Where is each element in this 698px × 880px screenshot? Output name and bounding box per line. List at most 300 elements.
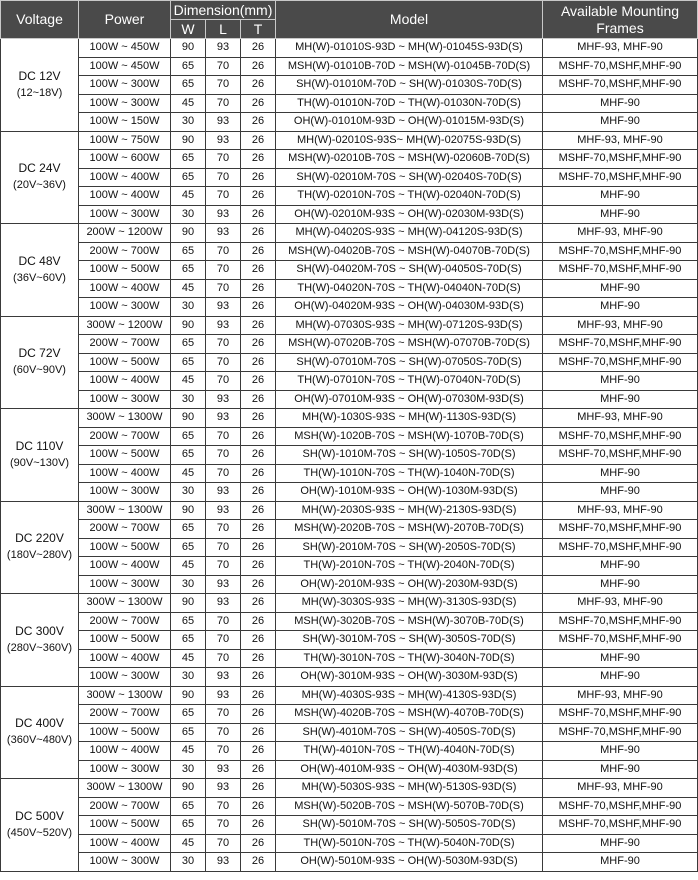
length-cell: 70 (206, 557, 241, 576)
width-cell: 65 (171, 723, 206, 742)
table-row (1, 224, 698, 243)
model-cell: MSH(W)-1020B-70S ~ MSH(W)-1070B-70D(S) (276, 427, 543, 446)
width-cell: 45 (171, 834, 206, 853)
length-cell: 70 (206, 427, 241, 446)
frames-cell: MHF-90 (543, 649, 698, 668)
frames-cell: MSHF-70,MSHF,MHF-90 (543, 168, 698, 187)
thickness-cell: 26 (241, 760, 276, 779)
table-row (1, 631, 698, 650)
power-cell: 100W ~ 300W (79, 94, 171, 113)
power-cell: 300W ~ 1300W (79, 501, 171, 520)
power-cell: 100W ~ 400W (79, 834, 171, 853)
power-cell: 100W ~ 500W (79, 446, 171, 465)
frames-cell: MHF-93, MHF-90 (543, 39, 698, 58)
table-row (1, 668, 698, 687)
length-cell: 93 (206, 131, 241, 150)
thickness-cell: 26 (241, 816, 276, 835)
thickness-cell: 26 (241, 242, 276, 261)
voltage-range: (36V~60V) (13, 271, 66, 284)
length-cell: 93 (206, 575, 241, 594)
width-cell: 65 (171, 150, 206, 169)
frames-cell: MSHF-70,MSHF,MHF-90 (543, 520, 698, 539)
length-cell: 93 (206, 224, 241, 243)
model-cell: SH(W)-02010M-70S ~ SH(W)-02040S-70D(S) (276, 168, 543, 187)
table-row (1, 483, 698, 502)
frames-cell: MHF-93, MHF-90 (543, 131, 698, 150)
table-row (1, 168, 698, 187)
table-row (1, 612, 698, 631)
length-cell: 70 (206, 242, 241, 261)
thickness-cell: 26 (241, 834, 276, 853)
power-cell: 100W ~ 500W (79, 538, 171, 557)
power-cell: 300W ~ 1200W (79, 316, 171, 335)
thickness-cell: 26 (241, 797, 276, 816)
table-row (1, 39, 698, 58)
frames-cell: MHF-93, MHF-90 (543, 686, 698, 705)
table-row (1, 853, 698, 872)
frames-cell: MSHF-70,MSHF,MHF-90 (543, 538, 698, 557)
length-cell: 93 (206, 483, 241, 502)
length-cell: 93 (206, 501, 241, 520)
thickness-cell: 26 (241, 390, 276, 409)
width-cell: 65 (171, 446, 206, 465)
model-cell: TH(W)-04020N-70S ~ TH(W)-04040N-70D(S) (276, 279, 543, 298)
power-cell: 100W ~ 300W (79, 390, 171, 409)
table-row (1, 816, 698, 835)
power-cell: 100W ~ 150W (79, 113, 171, 132)
thickness-cell: 26 (241, 779, 276, 798)
thickness-cell: 26 (241, 594, 276, 613)
frames-cell: MHF-90 (543, 298, 698, 317)
width-cell: 65 (171, 538, 206, 557)
model-cell: TH(W)-5010N-70S ~ TH(W)-5040N-70D(S) (276, 834, 543, 853)
length-cell: 93 (206, 390, 241, 409)
voltage-label: DC 48V (18, 253, 61, 268)
thickness-cell: 26 (241, 409, 276, 428)
table-row (1, 427, 698, 446)
voltage-label: DC 24V (18, 161, 61, 176)
model-cell: OH(W)-04020M-93S ~ OH(W)-04030M-93D(S) (276, 298, 543, 317)
length-cell: 70 (206, 353, 241, 372)
width-cell: 90 (171, 409, 206, 428)
frames-cell: MSHF-70,MSHF,MHF-90 (543, 261, 698, 280)
width-cell: 45 (171, 372, 206, 391)
length-cell: 93 (206, 686, 241, 705)
table-row (1, 187, 698, 206)
length-cell: 70 (206, 742, 241, 761)
power-cell: 100W ~ 300W (79, 298, 171, 317)
length-cell: 70 (206, 834, 241, 853)
frames-cell: MSHF-70,MSHF,MHF-90 (543, 705, 698, 724)
frames-cell: MHF-90 (543, 390, 698, 409)
power-cell: 100W ~ 400W (79, 279, 171, 298)
table-row (1, 594, 698, 613)
model-cell: OH(W)-2010M-93S ~ OH(W)-2030M-93D(S) (276, 575, 543, 594)
table-row (1, 723, 698, 742)
model-cell: TH(W)-02010N-70S ~ TH(W)-02040N-70D(S) (276, 187, 543, 206)
power-cell: 200W ~ 700W (79, 427, 171, 446)
thickness-cell: 26 (241, 649, 276, 668)
power-cell: 200W ~ 700W (79, 705, 171, 724)
header-power: Power (79, 1, 171, 39)
length-cell: 93 (206, 205, 241, 224)
frames-cell: MHF-93, MHF-90 (543, 316, 698, 335)
length-cell: 93 (206, 594, 241, 613)
width-cell: 65 (171, 335, 206, 354)
frames-cell: MHF-90 (543, 187, 698, 206)
frames-cell: MSHF-70,MSHF,MHF-90 (543, 816, 698, 835)
model-cell: SH(W)-04020M-70S ~ SH(W)-04050S-70D(S) (276, 261, 543, 280)
model-cell: TH(W)-01010N-70D ~ TH(W)-01030N-70D(S) (276, 94, 543, 113)
voltage-label: DC 400V (15, 716, 64, 731)
frames-cell: MSHF-70,MSHF,MHF-90 (543, 427, 698, 446)
model-cell: SH(W)-1010M-70S ~ SH(W)-1050S-70D(S) (276, 446, 543, 465)
table-row (1, 131, 698, 150)
frames-cell: MSHF-70,MSHF,MHF-90 (543, 242, 698, 261)
thickness-cell: 26 (241, 686, 276, 705)
frames-cell: MHF-90 (543, 279, 698, 298)
power-cell: 300W ~ 1300W (79, 779, 171, 798)
table-row (1, 538, 698, 557)
model-cell: TH(W)-1010N-70S ~ TH(W)-1040N-70D(S) (276, 464, 543, 483)
thickness-cell: 26 (241, 501, 276, 520)
width-cell: 65 (171, 427, 206, 446)
table-row (1, 760, 698, 779)
width-cell: 45 (171, 187, 206, 206)
length-cell: 70 (206, 520, 241, 539)
frames-cell: MHF-90 (543, 94, 698, 113)
thickness-cell: 26 (241, 538, 276, 557)
thickness-cell: 26 (241, 298, 276, 317)
frames-cell: MHF-93, MHF-90 (543, 224, 698, 243)
table-row (1, 353, 698, 372)
frames-cell: MHF-90 (543, 205, 698, 224)
table-row (1, 520, 698, 539)
frames-cell: MSHF-70,MSHF,MHF-90 (543, 76, 698, 95)
table-row (1, 779, 698, 798)
power-cell: 100W ~ 500W (79, 816, 171, 835)
thickness-cell: 26 (241, 723, 276, 742)
model-cell: MSH(W)-02010B-70S ~ MSH(W)-02060B-70D(S) (276, 150, 543, 169)
thickness-cell: 26 (241, 705, 276, 724)
voltage-label: DC 72V (18, 346, 61, 361)
thickness-cell: 26 (241, 612, 276, 631)
thickness-cell: 26 (241, 224, 276, 243)
model-cell: MSH(W)-04020B-70S ~ MSH(W)-04070B-70D(S) (276, 242, 543, 261)
model-cell: SH(W)-01010M-70D ~ SH(W)-01030S-70D(S) (276, 76, 543, 95)
power-cell: 100W ~ 400W (79, 372, 171, 391)
width-cell: 30 (171, 760, 206, 779)
power-cell: 100W ~ 400W (79, 742, 171, 761)
frames-cell: MHF-90 (543, 464, 698, 483)
table-row (1, 298, 698, 317)
width-cell: 30 (171, 298, 206, 317)
power-cell: 100W ~ 500W (79, 631, 171, 650)
length-cell: 70 (206, 187, 241, 206)
table-row (1, 242, 698, 261)
model-cell: MH(W)-07030S-93S ~ MH(W)-07120S-93D(S) (276, 316, 543, 335)
model-cell: MH(W)-04020S-93S ~ MH(W)-04120S-93D(S) (276, 224, 543, 243)
voltage-cell (1, 686, 79, 779)
length-cell: 93 (206, 668, 241, 687)
width-cell: 90 (171, 594, 206, 613)
power-cell: 100W ~ 400W (79, 557, 171, 576)
power-cell: 100W ~ 750W (79, 131, 171, 150)
model-cell: SH(W)-3010M-70S ~ SH(W)-3050S-70D(S) (276, 631, 543, 650)
thickness-cell: 26 (241, 76, 276, 95)
width-cell: 90 (171, 224, 206, 243)
power-cell: 200W ~ 700W (79, 612, 171, 631)
power-cell: 100W ~ 500W (79, 261, 171, 280)
width-cell: 65 (171, 612, 206, 631)
thickness-cell: 26 (241, 279, 276, 298)
model-cell: MH(W)-5030S-93S ~ MH(W)-5130S-93D(S) (276, 779, 543, 798)
frames-cell: MSHF-70,MSHF,MHF-90 (543, 797, 698, 816)
frames-cell: MSHF-70,MSHF,MHF-90 (543, 150, 698, 169)
model-cell: OH(W)-4010M-93S ~ OH(W)-4030M-93D(S) (276, 760, 543, 779)
thickness-cell: 26 (241, 483, 276, 502)
length-cell: 93 (206, 316, 241, 335)
length-cell: 70 (206, 279, 241, 298)
length-cell: 93 (206, 853, 241, 872)
length-cell: 70 (206, 797, 241, 816)
width-cell: 45 (171, 557, 206, 576)
length-cell: 93 (206, 39, 241, 58)
model-cell: OH(W)-07010M-93S ~ OH(W)-07030M-93D(S) (276, 390, 543, 409)
length-cell: 70 (206, 168, 241, 187)
model-cell: SH(W)-5010M-70S ~ SH(W)-5050S-70D(S) (276, 816, 543, 835)
power-cell: 100W ~ 500W (79, 353, 171, 372)
length-cell: 70 (206, 464, 241, 483)
thickness-cell: 26 (241, 372, 276, 391)
frames-cell: MHF-93, MHF-90 (543, 779, 698, 798)
table-row (1, 649, 698, 668)
power-cell: 200W ~ 700W (79, 335, 171, 354)
model-cell: MH(W)-2030S-93S ~ MH(W)-2130S-93D(S) (276, 501, 543, 520)
table-row (1, 150, 698, 169)
header-w: W (171, 20, 206, 39)
voltage-range: (90V~130V) (9, 456, 69, 469)
model-cell: MSH(W)-5020B-70S ~ MSH(W)-5070B-70D(S) (276, 797, 543, 816)
frames-cell: MSHF-70,MSHF,MHF-90 (543, 612, 698, 631)
thickness-cell: 26 (241, 668, 276, 687)
width-cell: 90 (171, 316, 206, 335)
model-cell: OH(W)-5010M-93S ~ OH(W)-5030M-93D(S) (276, 853, 543, 872)
length-cell: 70 (206, 335, 241, 354)
model-cell: TH(W)-4010N-70S ~ TH(W)-4040N-70D(S) (276, 742, 543, 761)
header-dimension: Dimension(mm) (171, 1, 276, 20)
voltage-label: DC 110V (15, 438, 64, 453)
voltage-cell (1, 501, 79, 594)
model-cell: MSH(W)-07020B-70S ~ MSH(W)-07070B-70D(S) (276, 335, 543, 354)
table-row (1, 464, 698, 483)
length-cell: 93 (206, 113, 241, 132)
thickness-cell: 26 (241, 205, 276, 224)
width-cell: 45 (171, 464, 206, 483)
power-cell: 300W ~ 1300W (79, 686, 171, 705)
frames-cell: MHF-90 (543, 834, 698, 853)
power-cell: 200W ~ 700W (79, 520, 171, 539)
table-row (1, 94, 698, 113)
frames-cell: MSHF-70,MSHF,MHF-90 (543, 353, 698, 372)
width-cell: 30 (171, 205, 206, 224)
width-cell: 65 (171, 76, 206, 95)
model-cell: OH(W)-02010M-93S ~ OH(W)-02030M-93D(S) (276, 205, 543, 224)
table-row (1, 834, 698, 853)
table-row (1, 76, 698, 95)
header-voltage: Voltage (1, 1, 79, 39)
model-cell: OH(W)-3010M-93S ~ OH(W)-3030M-93D(S) (276, 668, 543, 687)
thickness-cell: 26 (241, 446, 276, 465)
table-row (1, 113, 698, 132)
voltage-cell (1, 131, 79, 224)
table-row (1, 335, 698, 354)
power-cell: 100W ~ 400W (79, 168, 171, 187)
length-cell: 70 (206, 57, 241, 76)
power-cell: 300W ~ 1300W (79, 409, 171, 428)
width-cell: 45 (171, 279, 206, 298)
table-row (1, 316, 698, 335)
model-cell: MSH(W)-2020B-70S ~ MSH(W)-2070B-70D(S) (276, 520, 543, 539)
model-cell: SH(W)-07010M-70S ~ SH(W)-07050S-70D(S) (276, 353, 543, 372)
frames-cell: MHF-90 (543, 113, 698, 132)
voltage-cell (1, 409, 79, 502)
thickness-cell: 26 (241, 853, 276, 872)
power-cell: 100W ~ 500W (79, 723, 171, 742)
frames-cell: MHF-90 (543, 853, 698, 872)
thickness-cell: 26 (241, 335, 276, 354)
length-cell: 70 (206, 446, 241, 465)
width-cell: 65 (171, 520, 206, 539)
power-cell: 200W ~ 1200W (79, 224, 171, 243)
length-cell: 93 (206, 409, 241, 428)
width-cell: 65 (171, 261, 206, 280)
frames-cell: MHF-90 (543, 483, 698, 502)
voltage-range: (280V~360V) (6, 641, 73, 654)
thickness-cell: 26 (241, 742, 276, 761)
thickness-cell: 26 (241, 316, 276, 335)
voltage-range: (180V~280V) (6, 549, 73, 562)
power-cell: 100W ~ 300W (79, 760, 171, 779)
width-cell: 30 (171, 113, 206, 132)
header-l: L (206, 20, 241, 39)
voltage-cell (1, 224, 79, 317)
table-row (1, 575, 698, 594)
model-cell: MSH(W)-3020B-70S ~ MSH(W)-3070B-70D(S) (276, 612, 543, 631)
voltage-range: (20V~36V) (13, 179, 66, 192)
length-cell: 70 (206, 649, 241, 668)
length-cell: 70 (206, 94, 241, 113)
table-row (1, 279, 698, 298)
voltage-cell (1, 316, 79, 409)
width-cell: 90 (171, 131, 206, 150)
model-cell: TH(W)-07010N-70S ~ TH(W)-07040N-70D(S) (276, 372, 543, 391)
width-cell: 65 (171, 705, 206, 724)
table-row (1, 797, 698, 816)
voltage-range: (360V~480V) (6, 734, 73, 747)
frames-cell: MHF-90 (543, 742, 698, 761)
frames-cell: MHF-93, MHF-90 (543, 594, 698, 613)
width-cell: 30 (171, 390, 206, 409)
model-cell: TH(W)-2010N-70S ~ TH(W)-2040N-70D(S) (276, 557, 543, 576)
model-cell: MH(W)-4030S-93S ~ MH(W)-4130S-93D(S) (276, 686, 543, 705)
model-cell: OH(W)-1010M-93S ~ OH(W)-1030M-93D(S) (276, 483, 543, 502)
table-row (1, 446, 698, 465)
thickness-cell: 26 (241, 57, 276, 76)
thickness-cell: 26 (241, 261, 276, 280)
width-cell: 65 (171, 168, 206, 187)
table-row (1, 501, 698, 520)
width-cell: 90 (171, 501, 206, 520)
frames-cell: MHF-93, MHF-90 (543, 501, 698, 520)
width-cell: 65 (171, 57, 206, 76)
width-cell: 65 (171, 353, 206, 372)
power-cell: 100W ~ 300W (79, 483, 171, 502)
frames-cell: MSHF-70,MSHF,MHF-90 (543, 57, 698, 76)
voltage-cell (1, 594, 79, 687)
frames-cell: MHF-90 (543, 557, 698, 576)
thickness-cell: 26 (241, 520, 276, 539)
thickness-cell: 26 (241, 131, 276, 150)
table-row (1, 372, 698, 391)
table-row (1, 742, 698, 761)
thickness-cell: 26 (241, 150, 276, 169)
power-cell: 300W ~ 1300W (79, 594, 171, 613)
frames-cell: MSHF-70,MSHF,MHF-90 (543, 631, 698, 650)
length-cell: 70 (206, 76, 241, 95)
length-cell: 70 (206, 538, 241, 557)
table-row (1, 557, 698, 576)
model-cell: TH(W)-3010N-70S ~ TH(W)-3040N-70D(S) (276, 649, 543, 668)
model-cell: MH(W)-02010S-93S~ MH(W)-02075S-93D(S) (276, 131, 543, 150)
frames-cell: MHF-90 (543, 575, 698, 594)
frames-cell: MHF-90 (543, 668, 698, 687)
frames-cell: MHF-93, MHF-90 (543, 409, 698, 428)
width-cell: 45 (171, 94, 206, 113)
voltage-range: (450V~520V) (6, 826, 73, 839)
header-t: T (241, 20, 276, 39)
length-cell: 70 (206, 705, 241, 724)
width-cell: 65 (171, 242, 206, 261)
voltage-cell (1, 779, 79, 872)
model-cell: SH(W)-4010M-70S ~ SH(W)-4050S-70D(S) (276, 723, 543, 742)
thickness-cell: 26 (241, 427, 276, 446)
power-cell: 100W ~ 450W (79, 39, 171, 58)
table-row (1, 705, 698, 724)
header-model: Model (276, 1, 543, 39)
model-cell: MSH(W)-01010B-70D ~ MSH(W)-01045B-70D(S) (276, 57, 543, 76)
model-cell: MSH(W)-4020B-70S ~ MSH(W)-4070B-70D(S) (276, 705, 543, 724)
voltage-range: (12~18V) (16, 86, 63, 99)
width-cell: 45 (171, 742, 206, 761)
power-cell: 200W ~ 700W (79, 797, 171, 816)
model-cell: MH(W)-3030S-93S ~ MH(W)-3130S-93D(S) (276, 594, 543, 613)
table-header (1, 1, 698, 39)
frames-cell: MHF-90 (543, 372, 698, 391)
voltage-range: (60V~90V) (13, 364, 66, 377)
voltage-label: DC 220V (15, 531, 64, 546)
power-cell: 100W ~ 300W (79, 853, 171, 872)
width-cell: 30 (171, 483, 206, 502)
length-cell: 70 (206, 261, 241, 280)
frames-cell: MHF-90 (543, 760, 698, 779)
thickness-cell: 26 (241, 113, 276, 132)
power-cell: 100W ~ 400W (79, 464, 171, 483)
length-cell: 93 (206, 298, 241, 317)
model-cell: MH(W)-1030S-93S ~ MH(W)-1130S-93D(S) (276, 409, 543, 428)
width-cell: 30 (171, 853, 206, 872)
power-cell: 100W ~ 450W (79, 57, 171, 76)
